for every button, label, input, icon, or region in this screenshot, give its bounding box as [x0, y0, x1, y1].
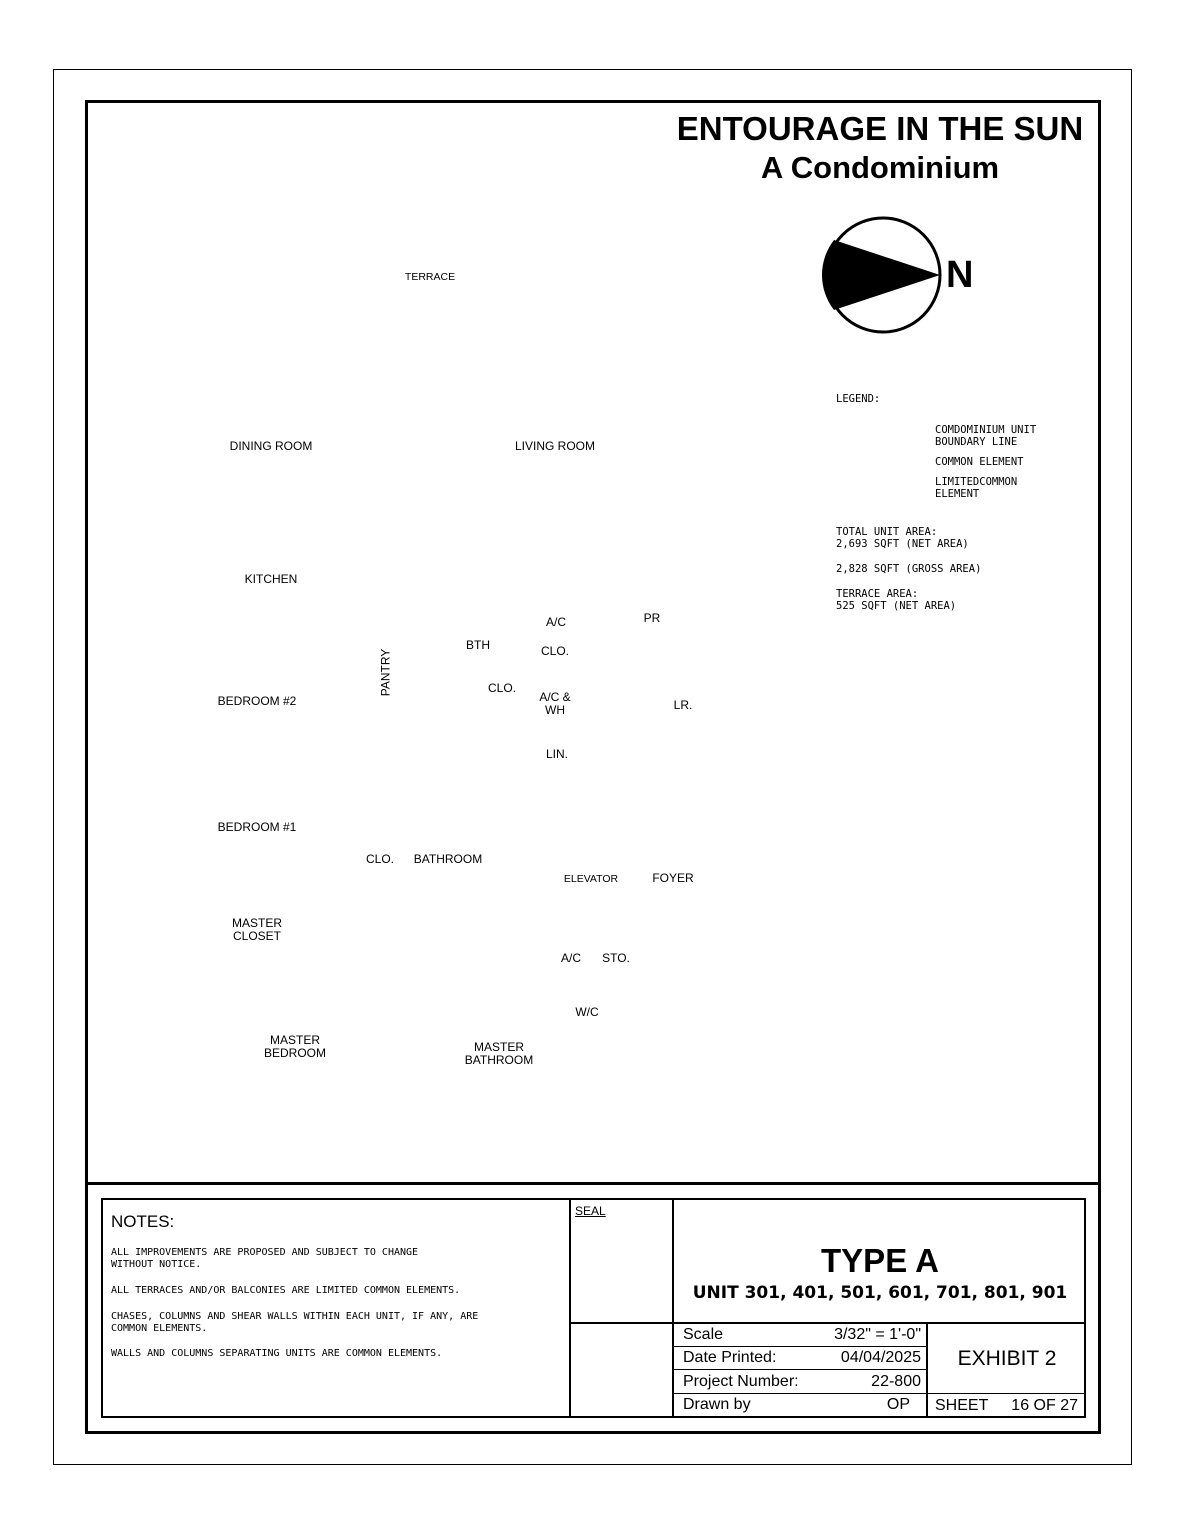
room-ac-top: A/C	[545, 615, 566, 629]
room-lin: LIN.	[545, 747, 568, 761]
room-ac-wh	[530, 691, 580, 717]
legend-item-limited-common-line2: ELEMENT	[935, 488, 980, 500]
note-1-line1: ALL IMPROVEMENTS ARE PROPOSED AND SUBJECT TO CHANGE	[111, 1247, 419, 1258]
area-total-gross: 2,828 SQFT (GROSS AREA)	[836, 563, 982, 575]
note-3	[111, 1311, 478, 1335]
seal-label: SEAL	[575, 1204, 606, 1218]
room-master-bedroom-line2: BEDROOM	[263, 1046, 326, 1060]
room-elevator: ELEVATOR	[563, 873, 619, 885]
room-master-bathroom	[457, 1041, 541, 1067]
note-1-line2: WITHOUT NOTICE.	[111, 1259, 202, 1270]
room-bedroom1: BEDROOM #1	[217, 820, 297, 834]
sheet-label: SHEET	[935, 1397, 989, 1414]
room-pr: PR	[643, 611, 661, 625]
legend-item-unit-boundary	[935, 424, 1036, 448]
room-master-closet-line2: CLOSET	[232, 929, 281, 943]
room-dining: DINING ROOM	[229, 439, 313, 453]
row-divider-2	[672, 1369, 926, 1370]
scale-value: 3/32" = 1'-0"	[834, 1326, 921, 1343]
room-clo-mid: CLO.	[487, 681, 516, 695]
note-3-line2: COMMON ELEMENTS.	[111, 1323, 208, 1334]
legend-item-common: COMMON ELEMENT	[935, 456, 1024, 468]
notes-heading: NOTES:	[111, 1212, 175, 1231]
room-kitchen: KITCHEN	[244, 572, 298, 586]
legend-heading: LEGEND:	[836, 393, 881, 405]
legend-item-unit-boundary-line1: COMDOMINIUM UNIT	[935, 424, 1037, 436]
room-master-closet	[222, 917, 292, 943]
project-value: 22-800	[871, 1373, 921, 1390]
sheet-value: 16 OF 27	[1011, 1397, 1078, 1414]
area-total-label: TOTAL UNIT AREA:	[836, 526, 938, 538]
legend-item-limited-common-line1: LIMITEDCOMMON	[935, 476, 1018, 488]
area-terrace-label: TERRACE AREA:	[836, 588, 919, 600]
seal-divider	[672, 1198, 674, 1418]
project-label: Project Number:	[683, 1373, 799, 1390]
room-master-bathroom-line2: BATHROOM	[464, 1053, 534, 1067]
unit-type: TYPE A	[821, 1242, 939, 1279]
room-sto: STO.	[602, 951, 630, 965]
area-total	[836, 526, 969, 550]
room-terrace: TERRACE	[404, 271, 456, 283]
room-pantry: PANTRY	[378, 648, 393, 697]
room-master-closet-line1: MASTER	[231, 916, 282, 930]
area-terrace-net: 525 SQFT (NET AREA)	[836, 600, 957, 612]
room-master-bathroom-line1: MASTER	[473, 1040, 524, 1054]
room-bathroom: BATHROOM	[413, 852, 483, 866]
note-4: WALLS AND COLUMNS SEPARATING UNITS ARE COMMON ELEMENTS.	[111, 1348, 443, 1359]
room-clo-bath: CLO.	[365, 852, 394, 866]
title-block	[101, 1198, 1086, 1418]
room-wc: W/C	[575, 1005, 599, 1019]
notes-divider	[569, 1198, 571, 1418]
room-master-bedroom	[255, 1034, 335, 1060]
scale-label: Scale	[683, 1326, 724, 1343]
room-ac-wh-line1: A/C &	[539, 690, 571, 704]
note-3-line1: CHASES, COLUMNS AND SHEAR WALLS WITHIN EACH UNIT, IF ANY, ARE	[111, 1311, 479, 1322]
room-lr: LR.	[673, 698, 693, 712]
unit-numbers: UNIT 301, 401, 501, 601, 701, 801, 901	[692, 1283, 1068, 1303]
exhibit-label: EXHIBIT 2	[957, 1347, 1057, 1370]
drawn-value: OP	[886, 1396, 910, 1413]
room-living: LIVING ROOM	[514, 439, 595, 453]
row-divider-1	[672, 1346, 926, 1347]
title-block-separator	[85, 1182, 1101, 1185]
row-divider-3	[672, 1393, 1086, 1394]
room-clo-top: CLO.	[540, 644, 569, 658]
north-label: N	[946, 254, 974, 296]
room-ac-bottom: A/C	[560, 951, 581, 965]
date-value: 04/04/2025	[840, 1349, 921, 1366]
legend-item-limited-common	[935, 476, 1017, 500]
room-ac-wh-line2: WH	[545, 703, 565, 717]
legend-item-unit-boundary-line2: BOUNDARY LINE	[935, 436, 1018, 448]
info-top-divider	[569, 1322, 1086, 1324]
date-label: Date Printed:	[683, 1349, 777, 1366]
note-1	[111, 1247, 418, 1271]
area-terrace	[836, 588, 956, 612]
project-subtitle: A Condominium	[760, 150, 1000, 185]
area-total-net: 2,693 SQFT (NET AREA)	[836, 538, 969, 550]
room-bth: BTH	[466, 638, 490, 652]
room-bedroom2: BEDROOM #2	[217, 694, 297, 708]
room-master-bedroom-line1: MASTER	[269, 1033, 320, 1047]
note-2: ALL TERRACES AND/OR BALCONIES ARE LIMITED COMMON ELEMENTS.	[111, 1285, 461, 1296]
drawn-label: Drawn by	[683, 1396, 751, 1413]
project-title: ENTOURAGE IN THE SUN	[676, 110, 1084, 147]
room-foyer: FOYER	[652, 871, 694, 885]
